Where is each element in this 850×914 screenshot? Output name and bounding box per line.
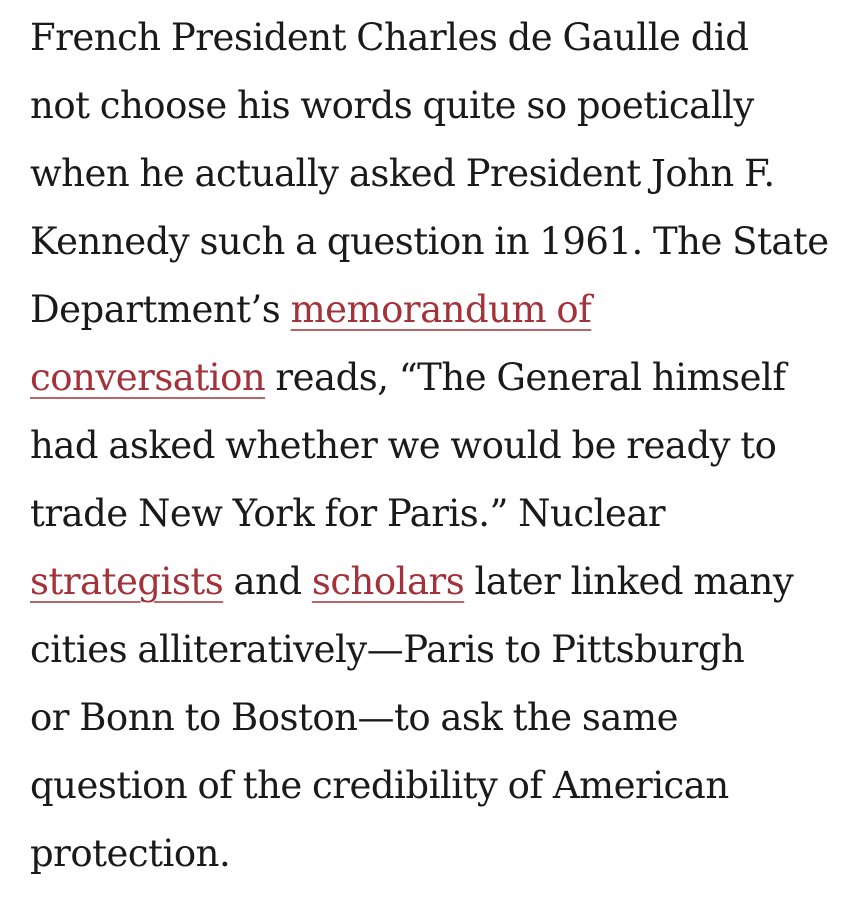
text-segment: later linked many [464, 560, 794, 603]
text-segment: protection. [30, 832, 231, 875]
text-line [30, 548, 830, 616]
strategists-link[interactable]: strategists [30, 560, 224, 603]
text-line [30, 684, 830, 752]
conversation-link[interactable]: conversation [30, 356, 266, 399]
text-segment: and [223, 560, 312, 603]
text-segment: not choose his words quite so poetically [30, 84, 754, 127]
text-line [30, 752, 830, 820]
text-segment: cities alliteratively—Paris to Pittsburgh [30, 628, 745, 671]
text-segment: when he actually asked President John F. [30, 152, 775, 195]
text-segment: trade New York for Paris.” Nuclear [30, 492, 666, 535]
article-paragraph [30, 4, 830, 888]
memorandum-link[interactable]: memorandum of [290, 288, 592, 331]
text-segment: reads, “The General himself [265, 356, 786, 399]
text-line [30, 4, 830, 72]
text-line [30, 412, 830, 480]
scholars-link[interactable]: scholars [311, 560, 465, 603]
text-line [30, 480, 830, 548]
text-segment: Department’s [30, 288, 291, 331]
text-line [30, 344, 830, 412]
text-line [30, 208, 830, 276]
text-segment: Kennedy such a question in 1961. The State [30, 220, 829, 263]
text-segment: had asked whether we would be ready to [30, 424, 777, 467]
text-line [30, 140, 830, 208]
text-segment: question of the credibility of American [30, 764, 729, 807]
text-line [30, 72, 830, 140]
text-line [30, 616, 830, 684]
text-line [30, 820, 830, 888]
text-segment: or Bonn to Boston—to ask the same [30, 696, 678, 739]
text-segment: French President Charles de Gaulle did [30, 16, 749, 59]
text-line [30, 276, 830, 344]
